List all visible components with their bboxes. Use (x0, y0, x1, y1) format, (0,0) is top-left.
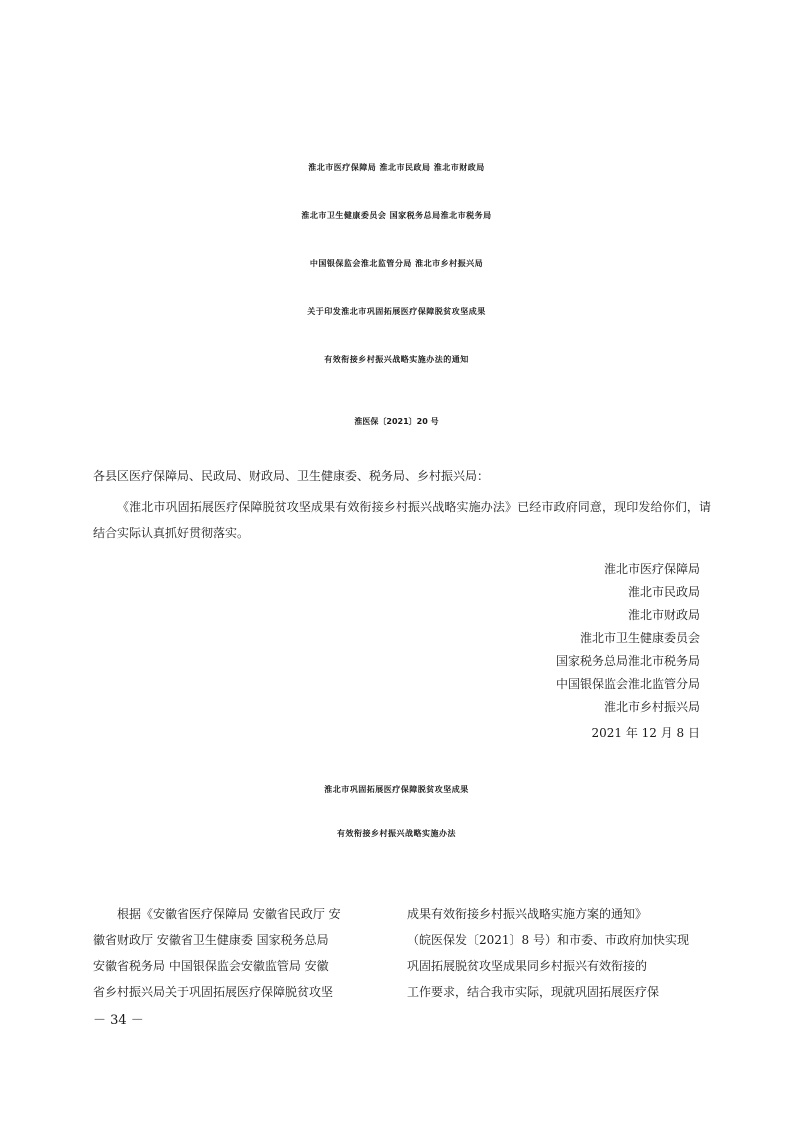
issuer-name: 淮北市乡村振兴局 (603, 700, 700, 714)
document-number: 淮医保〔2021〕20 号 (354, 417, 439, 426)
addressee-line: 各县区医疗保障局、民政局、财政局、卫生健康委、税务局、乡村振兴局： (93, 469, 490, 483)
issue-date: 2021 年 12 月 8 日 (591, 726, 700, 740)
column-text-line: 徽省财政厅 安徽省卫生健康委 国家税务总局 (93, 933, 329, 947)
notice-title-line: 淮北市卫生健康委员会 国家税务总局淮北市税务局 (301, 211, 492, 220)
attachment-title (0, 768, 793, 856)
issuer-name: 中国银保监会淮北监管分局 (555, 677, 700, 691)
column-text-line: 工作要求，结合我市实际，现就巩固拓展医疗保 (407, 985, 660, 999)
issuer-name: 淮北市民政局 (627, 585, 700, 599)
issuer-name: 淮北市医疗保障局 (603, 562, 700, 576)
notice-title-line: 中国银保监会淮北监管分局 淮北市乡村振兴局 (309, 259, 484, 268)
column-text-line: 巩固拓展脱贫攻坚成果同乡村振兴有效衔接的 (407, 959, 648, 973)
issuer-list (556, 558, 700, 719)
attachment-title-line: 淮北市巩固拓展医疗保障脱贫攻坚成果 (324, 785, 469, 794)
notice-title-line: 有效衔接乡村振兴战略实施办法的通知 (324, 355, 469, 364)
notice-title-line: 淮北市医疗保障局 淮北市民政局 淮北市财政局 (308, 163, 485, 172)
body-column-right (407, 901, 703, 1005)
body-column-left (93, 901, 389, 1005)
page-number: － 34 － (93, 1013, 144, 1028)
column-text-line: （皖医保发〔2021〕8 号）和市委、市政府加快实现 (407, 933, 689, 947)
issuer-name: 淮北市卫生健康委员会 (579, 631, 700, 645)
issuer-name: 淮北市财政局 (627, 608, 700, 622)
column-text-line: 省乡村振兴局关于巩固拓展医疗保障脱贫攻坚 (93, 985, 334, 999)
issuer-name: 国家税务总局淮北市税务局 (555, 654, 700, 668)
column-text-line: 根据《安徽省医疗保障局 安徽省民政厅 安 (93, 907, 341, 921)
column-text-line: 安徽省税务局 中国银保监会安徽监管局 安徽 (93, 959, 329, 973)
notice-title-line: 关于印发淮北市巩固拓展医疗保障脱贫攻坚成果 (307, 307, 486, 316)
column-text-line: 成果有效衔接乡村振兴战略实施方案的通知》 (407, 907, 648, 921)
notice-body-paragraph: 《淮北市巩固拓展医疗保障脱贫攻坚成果有效衔接乡村振兴战略实施办法》已经市政府同意，现印发给你们，请结合实际认真抓好贯彻落实。 (93, 500, 711, 540)
notice-title (0, 144, 793, 384)
attachment-title-line: 有效衔接乡村振兴战略实施办法 (337, 829, 456, 838)
